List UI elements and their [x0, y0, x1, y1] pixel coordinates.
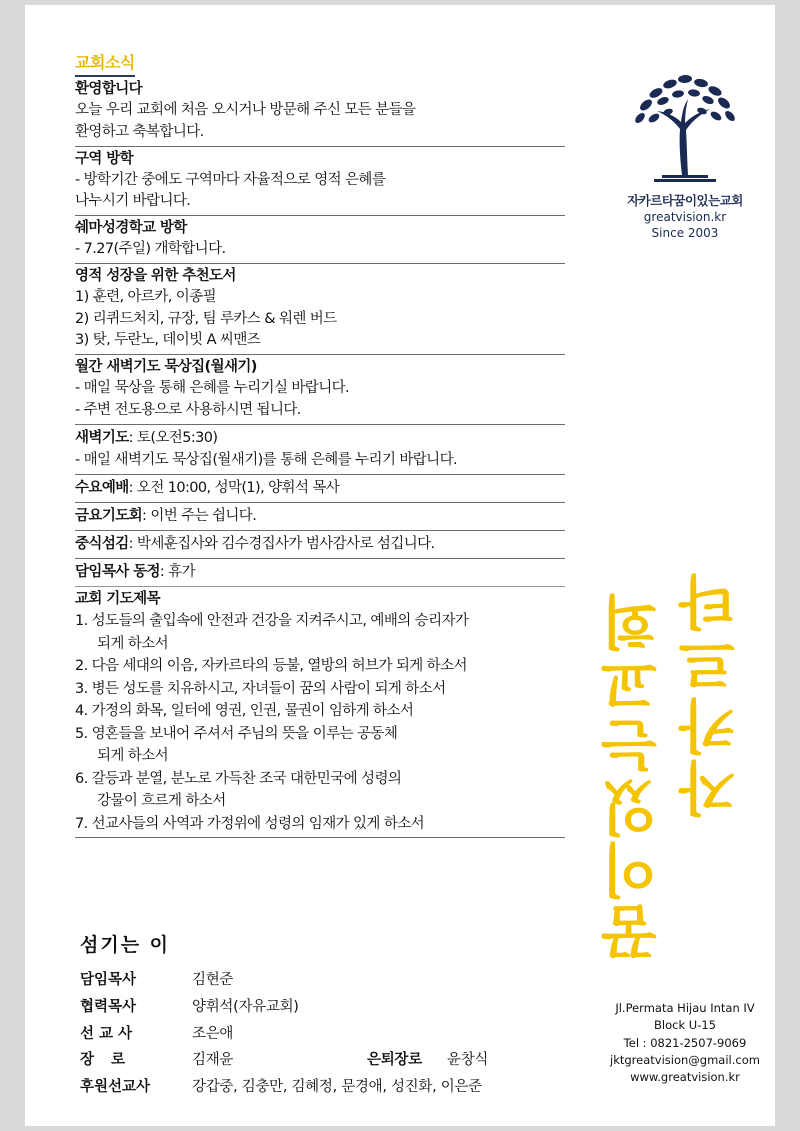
news-block-line: - 방학기간 중에도 구역마다 자율적으로 영적 은혜를 — [75, 171, 386, 188]
prayer-list — [75, 610, 565, 835]
service-row — [75, 475, 565, 502]
news-block — [75, 147, 565, 216]
news-block-heading: 구역 방학 — [75, 150, 134, 167]
service-row — [75, 503, 565, 530]
service-row-value: : 이번 주는 쉽니다. — [142, 507, 257, 524]
service-row-label: 금요기도회 — [75, 507, 143, 524]
section-title: 교회소식 — [75, 50, 135, 77]
service-row — [75, 425, 565, 474]
prayer-item: 4. 가정의 화목, 일터에 영권, 인권, 물권이 임하게 하소서 — [75, 703, 414, 720]
news-block-heading: 환영합니다 — [75, 81, 143, 97]
servant-role: 후원선교사 — [80, 1079, 151, 1096]
prayer-item-cont: 되게 하소서 — [97, 748, 169, 765]
prayer-item: 3. 병든 성도를 치유하시고, 자녀들이 꿈의 사람이 되게 하소서 — [75, 680, 446, 697]
prayer-item: 6. 갈등과 분열, 분노로 가득찬 조국 대한민국에 성령의 — [75, 770, 402, 787]
news-block-line: - 7.27(주일) 개학합니다. — [75, 241, 226, 258]
vertical-text-line2: 꿈이있는교회 — [600, 590, 668, 962]
service-row — [75, 531, 565, 558]
prayer-item: 2. 다음 세대의 이음, 자카르타의 등불, 열방의 허브가 되게 하소서 — [75, 658, 467, 675]
servants-section — [80, 930, 580, 1101]
service-row-label: 수요예배 — [75, 479, 129, 496]
news-block-line: - 매일 묵상을 통해 은혜를 누리기실 바랍니다. — [75, 380, 350, 397]
service-row — [75, 559, 565, 586]
news-block-line: 오늘 우리 교회에 처음 오시거나 방문해 주신 모든 분들을 — [75, 102, 416, 119]
prayer-block — [75, 587, 565, 837]
servant-row — [80, 994, 580, 1021]
service-row-label: 담임목사 동정 — [75, 564, 160, 581]
service-row-main — [75, 533, 565, 556]
service-row-label: 중식섬김 — [75, 535, 129, 552]
church-logo — [595, 63, 775, 241]
bulletin-left-column — [75, 50, 565, 838]
news-block-heading: 쉐마성경학교 방학 — [75, 220, 187, 237]
service-row-main — [75, 505, 565, 528]
servant-row — [80, 1021, 580, 1048]
church-website-short: greatvision.kr — [643, 210, 727, 224]
service-row-main — [75, 477, 565, 500]
service-row-value: : 박세훈집사와 김수경집사가 범사감사로 섬깁니다. — [128, 535, 435, 552]
news-block-line: 1) 훈련, 아르카, 이종필 — [75, 288, 216, 305]
servant-role: 담임목사 — [80, 972, 137, 988]
servant-name-secondary: 윤창식 — [447, 1052, 489, 1069]
news-block-line: 3) 탓, 두란노, 데이빗 A 씨맨즈 — [75, 332, 261, 349]
servant-row — [80, 967, 580, 994]
prayer-item-cont: 되게 하소서 — [97, 635, 169, 652]
address-email: jktgreatvision@gmail.com — [610, 1052, 760, 1067]
news-block — [75, 216, 565, 263]
news-block — [75, 264, 565, 354]
vertical-text-line1: 자카르타 — [678, 570, 746, 818]
contact-address — [585, 1000, 785, 1086]
prayer-item: 5. 영혼들을 보내어 주셔서 주님의 뜻을 이루는 공동체 — [75, 725, 398, 742]
address-line: Jl.Permata Hijau Intan IV — [615, 1001, 755, 1015]
news-block-heading: 월간 새벽기도 묵상집(월새기) — [75, 359, 257, 376]
service-row-main — [75, 561, 565, 584]
address-phone: Tel : 0821-2507-9069 — [623, 1035, 747, 1050]
church-name: 자카르타꿈이있는교회 — [627, 193, 743, 208]
prayer-item: 7. 선교사들의 사역과 가정위에 성령의 임재가 있게 하소서 — [75, 815, 425, 832]
tree-logo-icon — [610, 63, 760, 183]
service-row-main — [75, 427, 565, 450]
news-block — [75, 355, 565, 424]
service-row-label: 새벽기도 — [75, 429, 129, 446]
service-row-value: : 토(오전5:30) — [128, 429, 218, 446]
prayer-item-cont: 강물이 흐르게 하소서 — [97, 793, 226, 810]
vertical-church-name — [585, 570, 785, 990]
news-block — [75, 77, 565, 146]
servant-role: 선 교 사 — [80, 1025, 133, 1042]
servant-name: 조은애 — [192, 1025, 234, 1042]
servant-row — [80, 1047, 580, 1074]
news-block-line: 2) 리퀴드처치, 규장, 팀 루카스 & 워렌 버드 — [75, 310, 337, 327]
church-since: Since 2003 — [651, 226, 719, 241]
bulletin-page — [25, 5, 775, 1126]
servant-name: 양휘석(자유교회) — [192, 998, 299, 1015]
servants-title: 섬기는 이 — [80, 934, 171, 956]
service-row-value: : 휴가 — [159, 564, 195, 581]
divider — [75, 837, 565, 838]
servant-name: 강갑중, 김충만, 김혜정, 문경애, 성진화, 이은준 — [192, 1079, 482, 1096]
servant-name: 김현준 — [192, 972, 234, 988]
servant-role: 장 로 — [80, 1052, 132, 1069]
address-line: Block U-15 — [654, 1018, 716, 1033]
news-block-line: - 주변 전도용으로 사용하시면 됩니다. — [75, 401, 301, 418]
news-block-line: 나누시기 바랍니다. — [75, 193, 191, 210]
news-block-line: 환영하고 축복합니다. — [75, 123, 204, 140]
servant-name: 김재윤 — [192, 1052, 234, 1069]
prayer-item: 1. 성도들의 출입속에 안전과 건강을 지켜주시고, 예배의 승리자가 — [75, 613, 469, 630]
service-row-extra: - 매일 새벽기도 묵상집(월새기)를 통해 은혜를 누리기 바랍니다. — [75, 451, 457, 468]
prayer-heading: 교회 기도제목 — [75, 591, 160, 608]
service-row-value: : 오전 10:00, 성막(1), 양휘석 목사 — [128, 479, 340, 496]
servant-role: 협력목사 — [80, 998, 137, 1015]
news-block-heading: 영적 성장을 위한 추천도서 — [75, 267, 236, 284]
servant-role-secondary: 은퇴장로 — [367, 1052, 422, 1069]
servant-row — [80, 1074, 580, 1101]
address-website: www.greatvision.kr — [630, 1070, 740, 1084]
